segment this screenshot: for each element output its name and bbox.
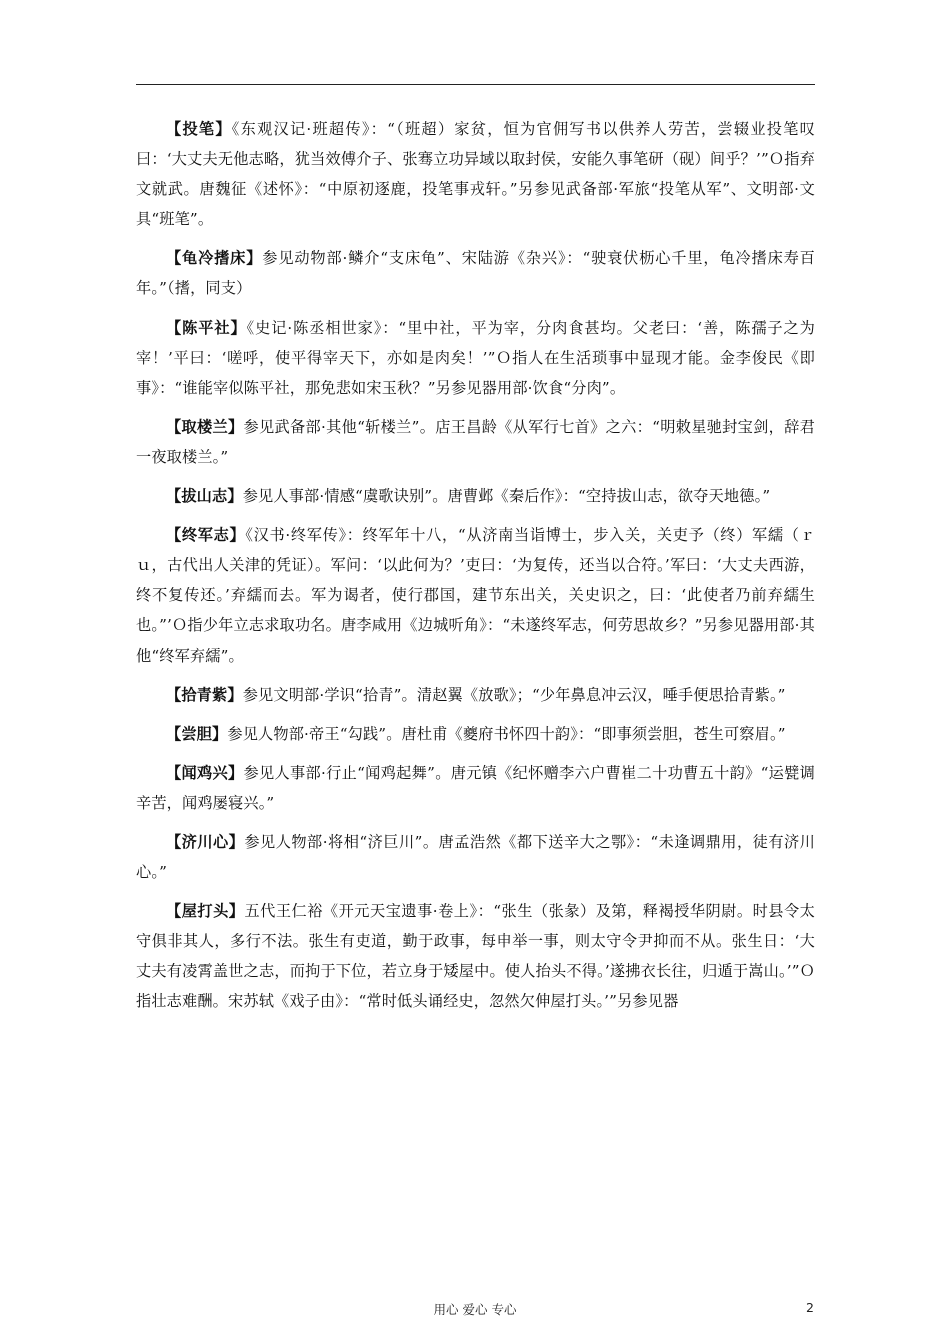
entry-text: 参见动物部·鳞介“支床龟”、宋陆游《杂兴》：“驶衰伏枥心千里，龟冷搘床寿百年。”（搘，同支） xyxy=(136,249,815,298)
entry-text: 《史记·陈丞相世家》：“里中社，平为宰，分肉食甚均。父老曰：‘善，陈孺子之为宰！’平曰：‘嗟呼，使平得宰天下，亦如是肉矣！’”Ｏ指人在生活琐事中显现才能。金李俊民《即事》：“谁能宰似陈平社，那免悲如宋玉秋？”另参见器用部·饮食“分肉”。 xyxy=(136,318,816,397)
entry-chen-ping-she xyxy=(136,313,815,403)
entry-zhong-jun-zhi xyxy=(136,520,815,670)
entry-text: 参见人物部·将相“济巨川”。唐孟浩然《都下送辛大之鄂》：“未逢调鼎用，徒有济川心。” xyxy=(136,832,815,882)
entry-text: 《汉书·终军传》：终军年十八，“从济南当诣博士，步入关，关吏予（终）军繻（ｒｕ，古代出人关津的凭证）。军问：‘以此何为？’吏曰：‘为复传，还当以合符。’军曰：‘大丈夫西游，终不复传还。’弃繻而去。军为谒者，使行郡国，建节东出关，关史识之，曰：‘此使者乃前弃繻生也。”’Ｏ指少年立志求取功名。唐李咸用《边城听角》：“未遂终军志，何劳思故乡？”另参见器用部·其他“终军弃繻”。 xyxy=(136,526,816,665)
entry-text: 参见人事部·情感“虞歌诀别”。唐曹邺《秦后作》：“空持拔山志，欲夺天地德。” xyxy=(242,487,771,506)
entry-wen-ji-xing xyxy=(136,758,815,818)
header-rule xyxy=(136,84,815,85)
entry-text: 参见武备部·其他“斩楼兰”。店王昌龄《从军行七首》之六：“明敕星驰封宝剑，辞君一夜取楼兰。” xyxy=(136,417,815,466)
entry-ji-chuan-xin xyxy=(136,827,815,887)
entry-text: 五代王仁裕《开元天宝遗事·卷上》：“张生（张彖）及第，释褐授华阴尉。时县令太守俱非其人，多行不法。张生有吏道，勤于政事，每申举一事，则太守令尹抑而不从。张生日：‘大丈夫有凌霄盖世之志，而拘于下位，若立身于矮屋中。使人抬头不得。’遂拂衣长往，归遁于嵩山。’”Ｏ指壮志难酬。宋苏轼《戏子由》：“常时低头诵经史，忽然欠伸屋打头。’”另参见器 xyxy=(136,902,816,1011)
entry-heading: 【终军志】 xyxy=(166,526,246,545)
entry-text: 参见文明部·学识“拾青”。清赵翼《放歌》；“少年鼻息冲云汉，唾手便思拾青紫。” xyxy=(242,685,786,704)
entry-shi-qing-zi xyxy=(136,680,815,710)
entry-wu-da-tou xyxy=(136,896,815,1016)
entry-heading: 【拔山志】 xyxy=(166,487,243,506)
entry-heading: 【投笔】 xyxy=(166,120,232,138)
entry-heading: 【尝胆】 xyxy=(166,724,228,743)
entry-text: 参见人事部·行止“闻鸡起舞”。唐元镇《纪怀赠李六户曹崔二十功曹五十韵》“运甓调辛苦，闻鸡屡寝兴。” xyxy=(136,763,815,812)
entry-heading: 【龟冷搘床】 xyxy=(166,249,263,268)
entry-text: 《东观汉记·班超传》：“（班超）家贫，恒为官佣写书以供养人劳苦，尝辍业投笔叹曰：‘大丈夫无他志略，犹当效傅介子、张骞立功异域以取封侯，安能久事笔研（砚）间乎？’”Ｏ指弃文就武。唐魏征《述怀》：“中原初逐鹿，投笔事戎轩。”另参见武备部·军旅“投笔从军”、文明部·文具“班笔”。 xyxy=(136,120,815,229)
entry-heading: 【济川心】 xyxy=(166,832,245,851)
entry-text: 参见人物部·帝王“勾践”。唐杜甫《夔府书怀四十韵》：“即事须尝胆，苍生可察眉。” xyxy=(227,724,786,743)
entry-heading: 【陈平社】 xyxy=(166,318,247,337)
entry-heading: 【拾青紫】 xyxy=(166,685,243,704)
page-number: 2 xyxy=(806,1300,814,1315)
footer-motto: 用心 爱心 专心 xyxy=(433,1302,517,1317)
entry-qu-lou-lan xyxy=(136,412,815,472)
entry-ba-shan-zhi xyxy=(136,481,815,511)
entry-gui-leng-zhi-chuang xyxy=(136,243,815,303)
entry-heading: 【闻鸡兴】 xyxy=(166,763,244,782)
body-text xyxy=(136,114,815,1026)
entry-chang-dan xyxy=(136,719,815,749)
entry-heading: 【取楼兰】 xyxy=(166,417,244,436)
entry-tou-bi xyxy=(136,114,815,234)
entry-heading: 【屋打头】 xyxy=(166,902,245,921)
